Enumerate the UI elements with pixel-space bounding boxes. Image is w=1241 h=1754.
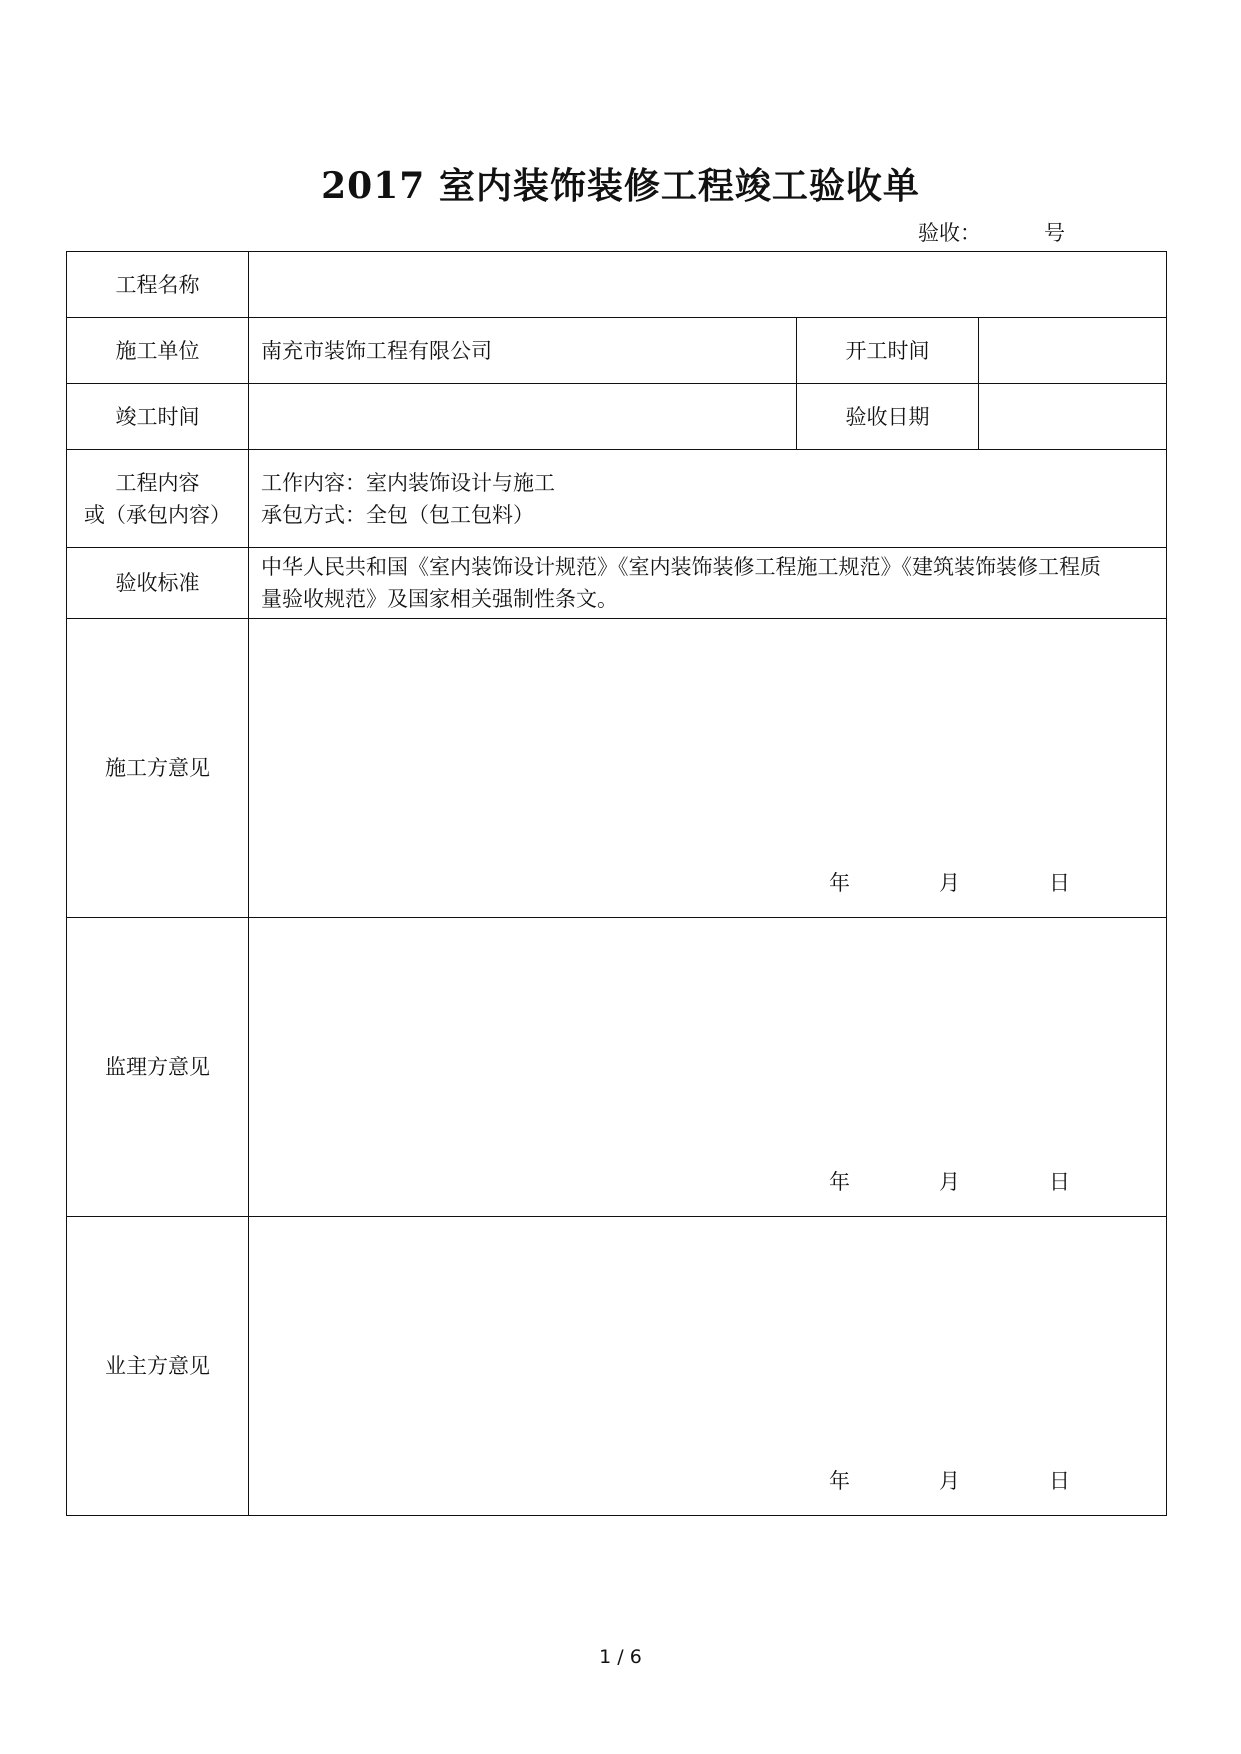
field-completion-time[interactable]	[249, 384, 797, 450]
date-month-label: 月	[939, 1170, 960, 1194]
row-acceptance-standard	[67, 548, 1167, 619]
document-title: 2017 室内装饰装修工程竣工验收单	[321, 165, 920, 207]
label-project-content	[67, 450, 249, 548]
label-project-content-line1: 工程内容	[115, 470, 200, 495]
field-project-content[interactable]	[249, 450, 1167, 548]
field-construction-unit[interactable]: 南充市装饰工程有限公司	[249, 318, 797, 384]
date-year-label: 年	[829, 871, 850, 895]
date-year-label: 年	[829, 1469, 850, 1493]
standard-text-line1: 中华人民共和国《室内装饰设计规范》《室内装饰装修工程施工规范》《建筑装饰装修工程质	[261, 555, 1101, 579]
label-completion-time: 竣工时间	[67, 384, 249, 450]
row-project-name	[67, 252, 1167, 318]
date-year-label: 年	[829, 1170, 850, 1194]
field-acceptance-date[interactable]	[979, 384, 1167, 450]
label-owner-opinion: 业主方意见	[67, 1217, 249, 1516]
label-construction-unit: 施工单位	[67, 318, 249, 384]
field-start-time[interactable]	[979, 318, 1167, 384]
acceptance-number-suffix: 号	[1044, 221, 1065, 245]
date-day-label: 日	[1049, 871, 1070, 895]
date-month-label: 月	[939, 1469, 960, 1493]
field-supervisor-opinion[interactable]	[249, 918, 1167, 1217]
row-owner-opinion	[67, 1217, 1167, 1516]
label-contractor-opinion: 施工方意见	[67, 619, 249, 918]
date-day-label: 日	[1049, 1170, 1070, 1194]
field-owner-opinion[interactable]	[249, 1217, 1167, 1516]
field-project-name[interactable]	[249, 252, 1167, 318]
field-contractor-opinion[interactable]	[249, 619, 1167, 918]
field-acceptance-standard	[249, 548, 1167, 619]
label-start-time: 开工时间	[797, 318, 979, 384]
label-supervisor-opinion: 监理方意见	[67, 918, 249, 1217]
row-construction-unit	[67, 318, 1167, 384]
acceptance-number	[918, 218, 1065, 248]
owner-opinion-date	[829, 1465, 1089, 1497]
work-content-text: 工作内容：室内装饰设计与施工	[261, 470, 555, 495]
contractor-opinion-date	[829, 867, 1089, 899]
row-supervisor-opinion	[67, 918, 1167, 1217]
date-day-label: 日	[1049, 1469, 1070, 1493]
page-indicator: 1 / 6	[599, 1646, 642, 1668]
standard-text-line2: 量验收规范》及国家相关强制性条文。	[261, 587, 618, 611]
acceptance-number-label: 验收：	[918, 221, 981, 245]
row-completion-time	[67, 384, 1167, 450]
label-acceptance-date: 验收日期	[797, 384, 979, 450]
label-project-content-line2: 或（承包内容）	[84, 502, 231, 527]
row-project-content	[67, 450, 1167, 548]
label-acceptance-standard: 验收标准	[67, 548, 249, 619]
acceptance-form-table	[66, 251, 1167, 1516]
supervisor-opinion-date	[829, 1166, 1089, 1198]
date-month-label: 月	[939, 871, 960, 895]
contract-method-text: 承包方式：全包（包工包料）	[261, 502, 534, 527]
label-project-name: 工程名称	[67, 252, 249, 318]
row-contractor-opinion	[67, 619, 1167, 918]
